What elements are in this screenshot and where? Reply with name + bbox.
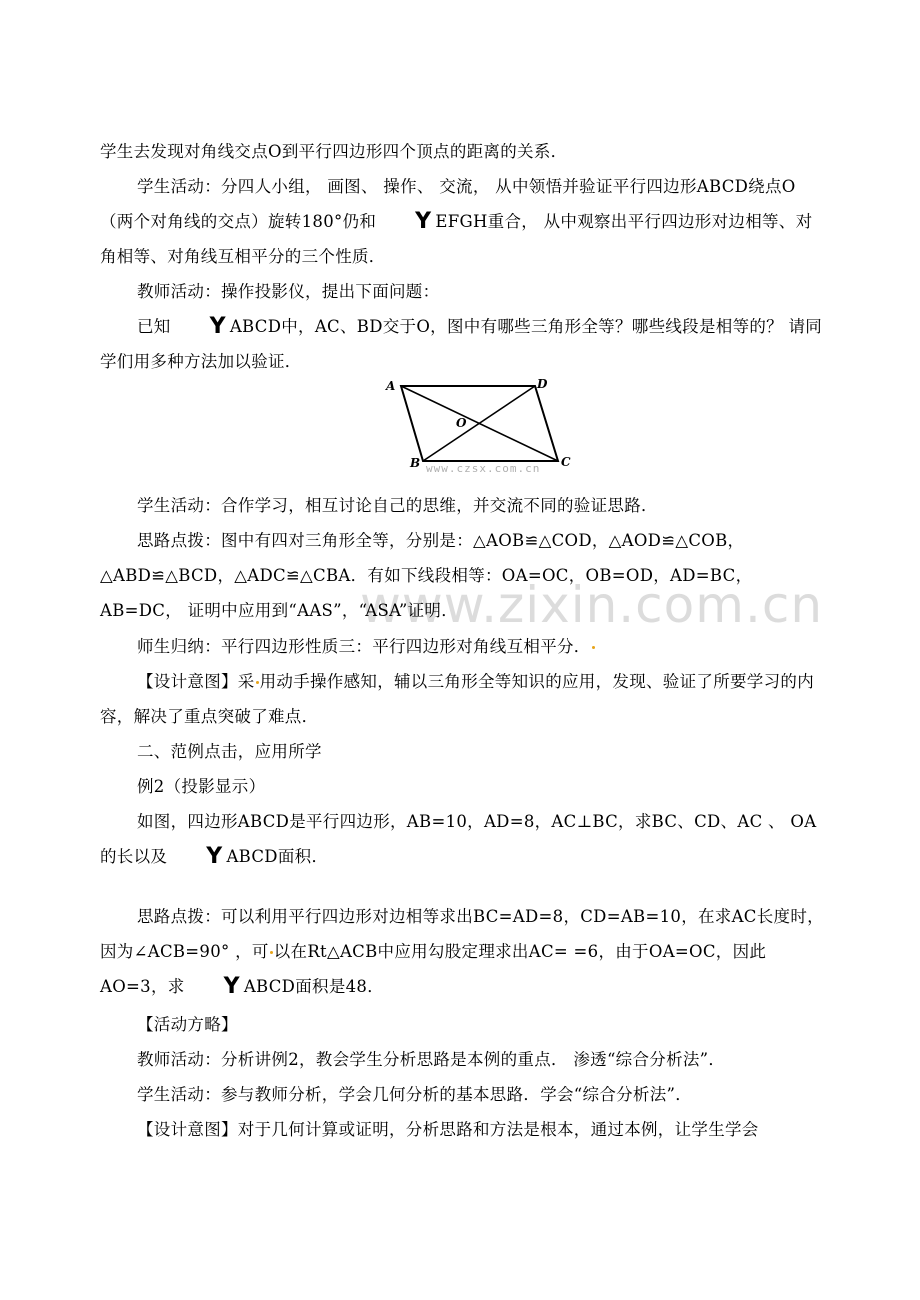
parallelogram-icon: Y	[415, 209, 432, 234]
figure-watermark: www.czsx.com.cn	[426, 462, 541, 474]
marker-dot	[592, 646, 595, 649]
paragraph-design-intent-2: 【设计意图】对于几何计算或证明，分析思路和方法是根本，通过本例，让学生学会	[137, 1120, 759, 1139]
paragraph-student-activity-1	[100, 169, 825, 274]
paragraph-summary	[100, 629, 825, 664]
text-segment: 【设计意图】采	[137, 672, 255, 691]
parallelogram-icon: Y	[209, 314, 226, 339]
section-heading-2: 二、范例点击，应用所学	[137, 742, 322, 761]
vertex-label-b: B	[410, 456, 421, 470]
text-segment: 用动手操作感知，辅以三角形全等知识的应用，发现、验证了所要学习的内容，解决了重点突破了难点．	[100, 672, 815, 726]
text-segment: 如图，四边形ABCD是平行四边形，AB=10，AD=8，AC⊥BC，求BC、CD、AC 、 OA的长以及	[100, 812, 817, 866]
text-segment: 以在Rt△ACB中应用勾股定理求出AC= =6，由于OA=OC，因此AO=3，求	[100, 942, 767, 996]
text-segment: ABCD面积．	[226, 847, 329, 866]
text-segment: 思路点拨：可以利用平行四边形对边相等求出BC=AD=8，CD=AB=10，在求AC长度时，因为∠ACB=90° ，可	[100, 907, 824, 961]
vertex-label-c: C	[561, 455, 571, 469]
paragraph-hint-2	[100, 899, 825, 1004]
text-segment: 学生活动：分四人小组， 画图、 操作、 交流， 从中领悟并验证平行四边形ABCD绕点O（两个对角线的交点）旋转180°仍和	[100, 177, 796, 231]
vertex-label-d: D	[537, 377, 548, 391]
parallelogram-icon: Y	[206, 844, 223, 869]
text-segment: ABCD中，AC、BD交于O，图中有哪些三角形全等？哪些线段是相等的？ 请同学们用多种方法加以验证．	[100, 317, 823, 371]
vertex-label-o: O	[456, 416, 467, 430]
activity-strategy-heading: 【活动方略】	[137, 1015, 238, 1034]
parallelogram-icon: Y	[223, 974, 240, 999]
text-segment: ABCD面积是48．	[243, 977, 385, 996]
paragraph-example-problem	[100, 804, 825, 874]
paragraph-hint-1: 思路点拨：图中有四对三角形全等，分别是：△AOB≌△COD，△AOD≌△COB， △ABD≌△BCD，△ADC≌△CBA．有如下线段相等：OA=OC，OB=OD，AD=BC，AB=DC， 证明中应用到“AAS”，“ASA”证明．	[100, 531, 753, 620]
paragraph-intro: 学生去发现对角线交点O到平行四边形四个顶点的距离的关系．	[100, 142, 568, 161]
marker-dot	[270, 951, 273, 954]
text-segment: EFGH重合， 从中观察出平行四边形对边相等、对角相等、对角线互相平分的三个性质．	[100, 212, 813, 266]
paragraph-student-activity-3: 学生活动：参与教师分析，学会几何分析的基本思路．学会“综合分析法”．	[137, 1085, 693, 1104]
paragraph-design-intent-1	[100, 664, 825, 734]
paragraph-question	[100, 309, 825, 379]
diagonal-bd	[423, 386, 535, 461]
paragraph-student-activity-2: 学生活动：合作学习，相互讨论自己的思维，并交流不同的验证思路．	[137, 496, 658, 515]
vertex-label-a: A	[386, 379, 396, 393]
background-watermark: www.zixin.com.cn	[360, 576, 824, 634]
paragraph-teacher-activity-1: 教师活动：操作投影仪，提出下面问题：	[137, 282, 440, 301]
marker-dot	[256, 681, 259, 684]
text-segment: 师生归纳：平行四边形性质三：平行四边形对角线互相平分．	[137, 637, 591, 656]
paragraph-teacher-activity-2: 教师活动：分析讲例2，教会学生分析思路是本例的重点． 渗透“综合分析法”．	[137, 1050, 726, 1069]
example-heading: 例2（投影显示）	[137, 777, 266, 796]
parallelogram-figure	[380, 374, 580, 474]
text-segment: 已知	[137, 317, 171, 336]
